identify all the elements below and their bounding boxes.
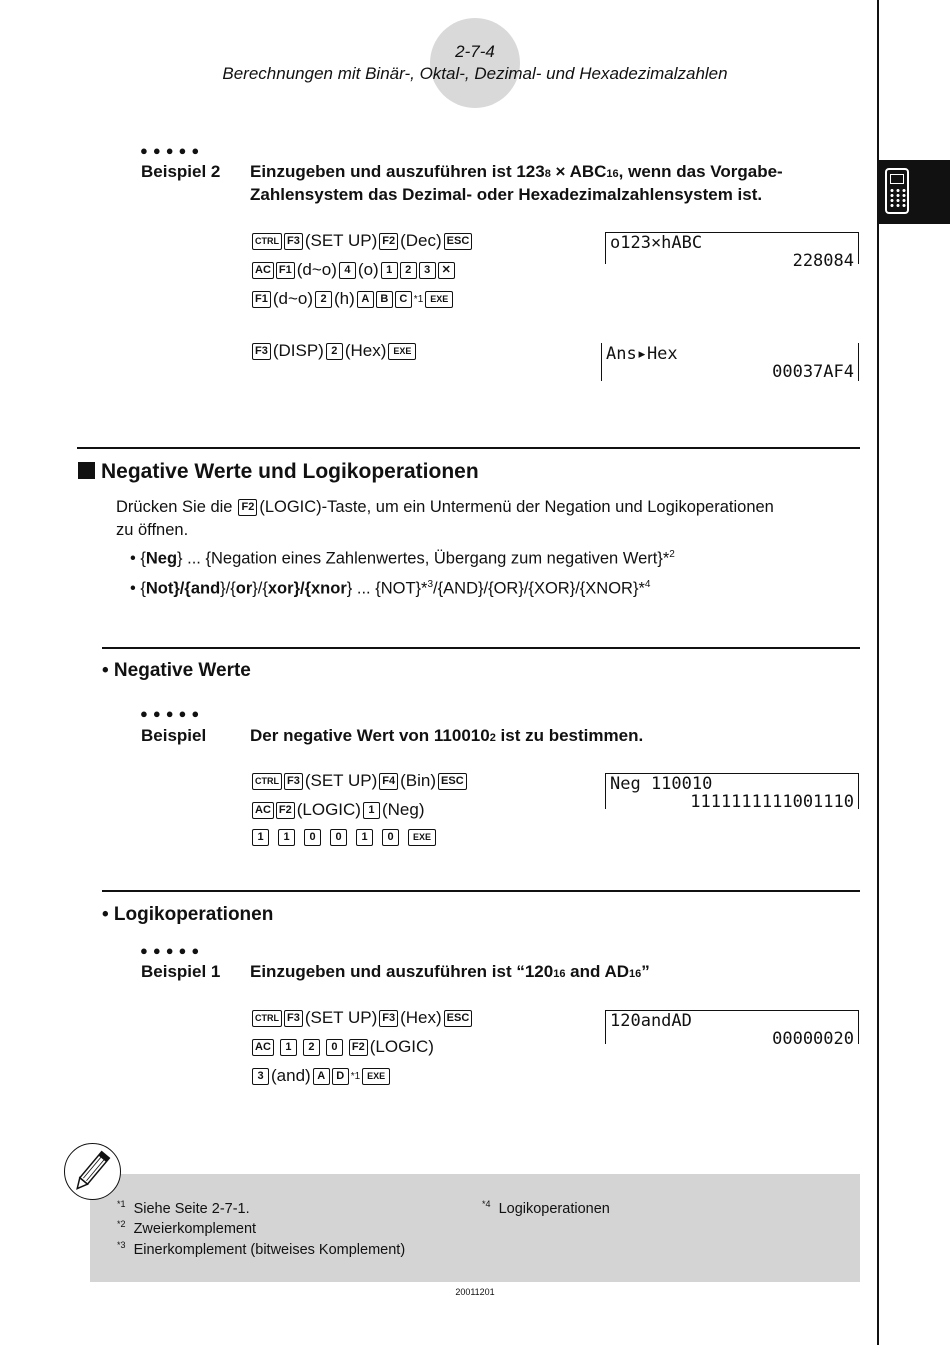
calculator-display: 120andAD 00000020 <box>605 1010 859 1044</box>
section-rule <box>77 447 860 449</box>
example-statement: Einzugeben und auszuführen ist “12016 and AD16” <box>250 962 650 981</box>
f2-key: F2 <box>238 499 257 516</box>
footnote-ref: *1 <box>413 293 424 305</box>
keystroke-line: AC F2 (LOGIC) 1 (Neg) <box>252 800 426 820</box>
exe-key: EXE <box>425 291 453 308</box>
digit-1-key: 1 <box>356 829 373 846</box>
subsection-title: • Negative Werte <box>102 660 251 681</box>
digit-0-key: 0 <box>304 829 321 846</box>
section-title: Negative Werte und Logikoperationen <box>78 460 479 484</box>
ac-key: AC <box>252 262 274 279</box>
keystroke-line: AC F1 (d~o) 4 (o) 1 2 3 ✕ <box>252 260 457 280</box>
digit-0-key: 0 <box>330 829 347 846</box>
ctrl-key: CTRL <box>252 1010 282 1027</box>
subsection-rule <box>102 890 860 892</box>
digit-0-key: 0 <box>382 829 399 846</box>
example-statement: Einzugeben und auszuführen ist 1238 × ABC16, wenn das Vorgabe- <box>250 162 783 181</box>
exe-key: EXE <box>408 829 436 846</box>
exe-key: EXE <box>362 1068 390 1085</box>
f1-key: F1 <box>252 291 271 308</box>
footnote-1: $^{*1}$ Siehe Seite 2-7-1. <box>117 1199 250 1217</box>
esc-key: ESC <box>438 773 467 790</box>
letter-a-key: A <box>313 1068 330 1085</box>
page-number: 2-7-4 <box>455 42 495 61</box>
calculator-display: Ans▸Hex 00037AF4 <box>601 343 859 381</box>
digit-2-key: 2 <box>303 1039 320 1056</box>
section-intro: Drücken Sie die F2 (LOGIC)-Taste, um ein Untermenü der Negation und Logikoperationen <box>116 498 774 516</box>
example-statement: Der negative Wert von 1100102 ist zu bestimmen. <box>250 726 644 745</box>
keystroke-line: CTRL F3 (SET UP) F4 (Bin) ESC <box>252 771 469 791</box>
letter-a-key: A <box>357 291 374 308</box>
keystroke-line: AC 1 2 0 F2 (LOGIC) <box>252 1037 436 1057</box>
example-statement-cont: Zahlensystem das Dezimal- oder Hexadezimalzahlensystem ist. <box>250 185 763 204</box>
digit-1-key: 1 <box>280 1039 297 1056</box>
example-label: Beispiel 2 <box>141 162 221 181</box>
example-label: Beispiel <box>141 726 207 745</box>
digit-0-key: 0 <box>326 1039 343 1056</box>
example-dots: ●●●●● <box>140 706 205 721</box>
exe-key: EXE <box>388 343 416 360</box>
keystroke-line: F3 (DISP) 2 (Hex) EXE <box>252 341 418 361</box>
footnote-ref: *1 <box>350 1070 361 1082</box>
subsection-rule <box>102 647 860 649</box>
section-intro-cont: zu öffnen. <box>116 521 189 539</box>
page-title: Berechnungen mit Binär-, Oktal-, Dezimal- und Hexadezimalzahlen <box>222 64 728 83</box>
esc-key: ESC <box>444 1010 473 1027</box>
digit-2-key: 2 <box>315 291 332 308</box>
keystroke-line: CTRL F3 (SET UP) F2 (Dec) ESC <box>252 231 474 251</box>
letter-d-key: D <box>332 1068 349 1085</box>
digit-4-key: 4 <box>339 262 356 279</box>
subsection-title: • Logikoperationen <box>102 904 274 925</box>
f3-key: F3 <box>284 773 303 790</box>
keystroke-line: F1 (d~o) 2 (h) A B C *1 EXE <box>252 289 455 309</box>
bullet-neg: • {Neg} ... {Negation eines Zahlenwertes, Übergang zum negativen Wert}*$^2$ <box>130 549 675 568</box>
example-label: Beispiel 1 <box>141 962 221 981</box>
calculator-icon-screen <box>890 174 904 184</box>
square-bullet-icon <box>78 462 95 479</box>
f3-key: F3 <box>284 233 303 250</box>
keystroke-line: 3 (and) A D *1 EXE <box>252 1066 392 1086</box>
digit-1-key: 1 <box>381 262 398 279</box>
document-code: 20011201 <box>455 1287 495 1297</box>
digit-3-key: 3 <box>419 262 436 279</box>
keystroke-line: CTRL F3 (SET UP) F3 (Hex) ESC <box>252 1008 474 1028</box>
page-number-circle <box>430 18 520 108</box>
digit-1-key: 1 <box>252 829 269 846</box>
pencil-note-icon <box>64 1143 121 1200</box>
letter-b-key: B <box>376 291 393 308</box>
bullet-logic: • {Not}/{and}/{or}/{xor}/{xnor} ... {NOT}*$^3$/{AND}/{OR}/{XOR}/{XNOR}*$^4$ <box>130 579 651 598</box>
f4-key: F4 <box>379 773 398 790</box>
digit-1-key: 1 <box>278 829 295 846</box>
calculator-display: Neg 110010 1111111111001110 <box>605 773 859 809</box>
digit-1-key: 1 <box>363 802 380 819</box>
calculator-icon-keys <box>889 188 907 208</box>
f3-key: F3 <box>379 1010 398 1027</box>
multiply-key: ✕ <box>438 262 455 279</box>
f1-key: F1 <box>276 262 295 279</box>
footnote-2: $^{*2}$ Zweierkomplement <box>117 1219 257 1237</box>
example-dots: ●●●●● <box>140 943 205 958</box>
digit-2-key: 2 <box>400 262 417 279</box>
f3-key: F3 <box>284 1010 303 1027</box>
ac-key: AC <box>252 802 274 819</box>
keystroke-line <box>252 829 438 846</box>
footnote-4: $^{*4}$ Logikoperationen <box>482 1199 610 1217</box>
digit-3-key: 3 <box>252 1068 269 1085</box>
ctrl-key: CTRL <box>252 773 282 790</box>
f3-key: F3 <box>252 343 271 360</box>
esc-key: ESC <box>444 233 473 250</box>
calculator-display: o123×hABC 228084 <box>605 232 859 264</box>
digit-2-key: 2 <box>326 343 343 360</box>
ctrl-key: CTRL <box>252 233 282 250</box>
example-dots: ●●●●● <box>140 143 205 158</box>
ac-key: AC <box>252 1039 274 1056</box>
footnote-3: $^{*3}$ Einerkomplement (bitweises Komplement) <box>117 1240 406 1258</box>
letter-c-key: C <box>395 291 412 308</box>
f2-key: F2 <box>349 1039 368 1056</box>
f2-key: F2 <box>379 233 398 250</box>
f2-key: F2 <box>276 802 295 819</box>
